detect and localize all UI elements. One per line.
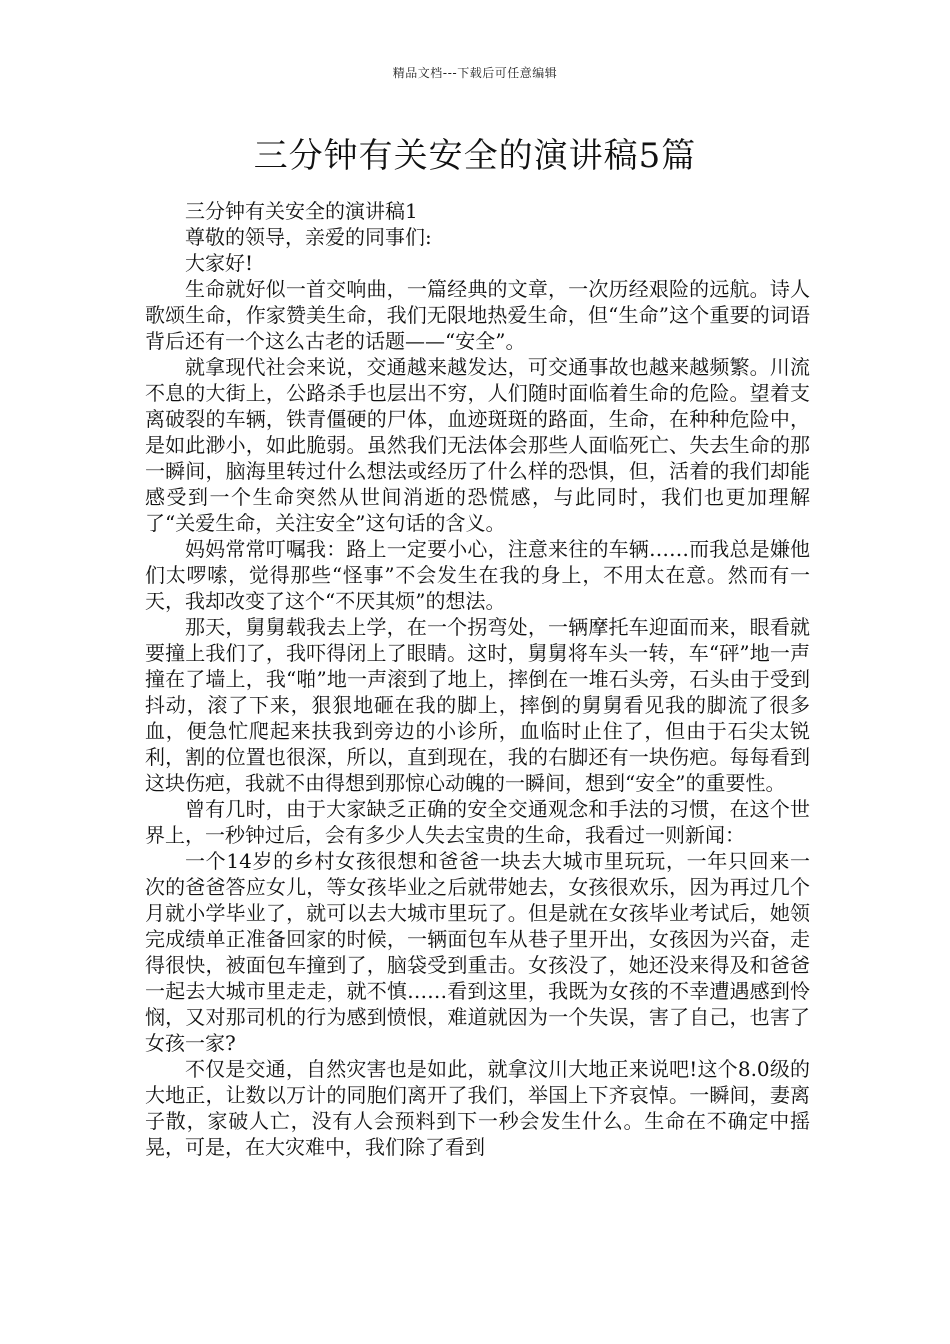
document-title: 三分钟有关安全的演讲稿5篇 — [253, 136, 697, 176]
subtitle-paragraph: 三分钟有关安全的演讲稿1 — [185, 199, 418, 223]
body-paragraph: 妈妈常常叮嘱我：路上一定要小心，注意来往的车辆……而我总是嫌他们太啰嗦，觉得那些“怪事”不会发生在我的身上，不用太在意。然而有一天，我却改变了这个“不厌其烦”的想法。 — [145, 537, 810, 613]
document-body — [145, 198, 810, 1160]
salutation-paragraph: 尊敬的领导，亲爱的同事们: — [185, 225, 432, 249]
body-paragraph: 曾有几时，由于大家缺乏正确的安全交通观念和手法的习惯，在这个世界上，一秒钟过后，会有多少人失去宝贵的生命，我看过一则新闻： — [145, 797, 810, 847]
body-paragraph: 就拿现代社会来说，交通越来越发达，可交通事故也越来越频繁。川流不息的大街上，公路杀手也层出不穷，人们随时面临着生命的危险。望着支离破裂的车辆，铁青僵硬的尸体，血迹斑斑的路面，生命，在种种危险中，是如此渺小，如此脆弱。虽然我们无法体会那些人面临死亡、失去生命的那一瞬间，脑海里转过什么想法或经历了什么样的恐惧，但，活着的我们却能感受到一个生命突然从世间消逝的恐慌感，与此同时，我们也更加理解了“关爱生命，关注安全”这句话的含义。 — [145, 355, 810, 535]
body-paragraph: 一个14岁的乡村女孩很想和爸爸一块去大城市里玩玩，一年只回来一次的爸爸答应女儿，等女孩毕业之后就带她去，女孩很欢乐，因为再过几个月就小学毕业了，就可以去大城市里玩了。但是就在女孩毕业考试后，她领完成绩单正准备回家的时候，一辆面包车从巷子里开出，女孩因为兴奋，走得很快，被面包车撞到了，脑袋受到重击。女孩没了，她还没来得及和爸爸一起去大城市里走走，就不慎……看到这里，我既为女孩的不幸遭遇感到怜悯，又对那司机的行为感到愤恨，难道就因为一个失误，害了自己，也害了女孩一家? — [145, 849, 810, 1055]
body-paragraph: 那天，舅舅载我去上学，在一个拐弯处，一辆摩托车迎面而来，眼看就要撞上我们了，我吓得闭上了眼睛。这时，舅舅将车头一转，车“砰”地一声撞在了墙上，我“啪”地一声滚到了地上，摔倒在一堆石头旁，石头由于受到抖动，滚了下来，狠狠地砸在我的脚上，摔倒的舅舅看见我的脚流了很多血，便急忙爬起来扶我到旁边的小诊所，血临时止住了，但由于石尖太锐利，割的位置也很深，所以，直到现在，我的右脚还有一块伤疤。每每看到这块伤疤，我就不由得想到那惊心动魄的一瞬间，想到“安全”的重要性。 — [145, 615, 810, 795]
page-header: 精品文档---下载后可任意编辑 — [392, 66, 558, 80]
body-paragraph: 不仅是交通，自然灾害也是如此，就拿汶川大地正来说吧!这个8.0级的大地正，让数以万计的同胞们离开了我们，举国上下齐哀悼。一瞬间，妻离子散，家破人亡，没有人会预料到下一秒会发生什么。生命在不确定中摇晃，可是，在大灾难中，我们除了看到 — [145, 1057, 810, 1159]
greeting-paragraph: 大家好! — [185, 251, 254, 275]
body-paragraph: 生命就好似一首交响曲，一篇经典的文章，一次历经艰险的远航。诗人歌颂生命，作家赞美生命，我们无限地热爱生命，但“生命”这个重要的词语背后还有一个这么古老的话题——“安全”。 — [145, 277, 810, 353]
